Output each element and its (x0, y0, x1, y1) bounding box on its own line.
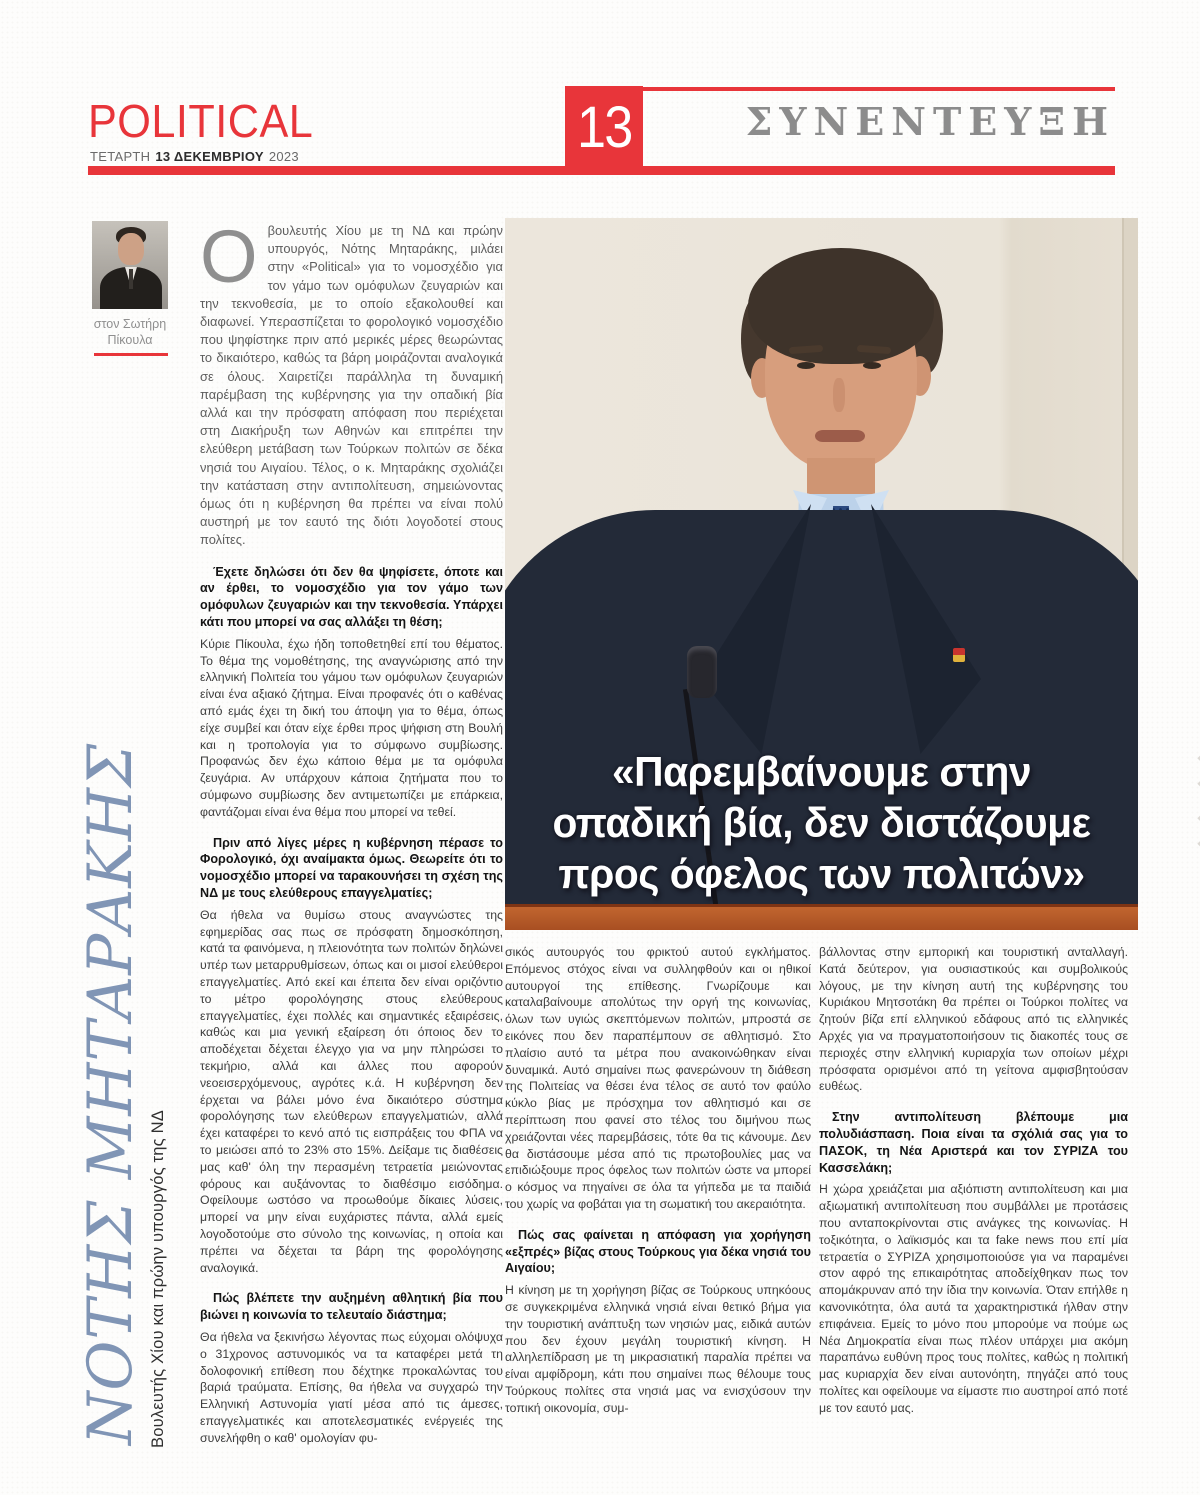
page-number: 13 (576, 94, 632, 160)
dateline-date: 13 ΔΕΚΕΜΒΡΙΟΥ (155, 149, 264, 164)
author-photo-face (118, 233, 144, 265)
interviewee-name-vertical: ΝΟΤΗΣ ΜΗΤΑΡΑΚΗΣ (75, 742, 146, 1445)
photo-eye-left (797, 362, 815, 369)
answer-3-part2: σικός αυτουργός του φρικτού αυτού εγκλήματος. Επόμενος στόχος είναι να συλληφθούν και οι ηθικοί αυτουργοί της επίθεσης. Γνωρίζουμε και καταλαβαίνουμε απολύτως την οργή της κοινωνίας, όλων των υγιώς σκεπτόμενων πολιτών, μπροστά σε εικόνες που δεν παραπέμπουν σε αθλητισμό. Στο πλαίσιο αυτό τα μέτρα που ανακοινώθηκαν είναι δυναμικά. Αυτό σημαίνει πως φανερώνουν τη διάθεση της Πολιτείας να θέσει ένα τέλος σε αυτό τον φαύλο κύκλο βίας με πρόσχημα τον αθλητισμό και σε περίπτωση που φανεί στο τέλος του διμήνου πως χρειάζονται νέες παρεμβάσεις, τότε θα τις κάνουμε. Δεν θα διστάσουμε μέσα από τις πρωτοβουλίες μας να επιδιώξουμε προς όφελος των πολιτών ώστε να μπορεί ο κόσμος να πηγαίνει σε όλα τα γήπεδα με τα παιδιά του χωρίς να φοβάται για τη σωματική του ακεραιότητα. (505, 945, 811, 1211)
question-3: Πώς βλέπετε την αυξημένη αθλητική βία που βιώνει η κοινωνία το τελευταίο διάστημα; (200, 1291, 503, 1323)
answer-4-part1: Η κίνηση με τη χορήγηση βίζας σε Τούρκους υπηκόους σε συγκεκριμένα ελληνικά νησιά είναι θετικό βήμα για την τουριστική ανάπτυξη των νησιών μας, ειδικά αυτών που δεν έχουν μεγάλη τουριστική κίνηση. Η αλληλεπίδραση με τη μικρασιατική παραλία πρέπει να είναι αμφίδρομη, κάτι που σημαίνει πως θέλουμε τους Τούρκους πολίτες στα νησιά μας να ενισχύσουν την τοπική οικονομία, συμ- (505, 1283, 811, 1415)
interview-photo (505, 218, 1138, 930)
next-page-chevron-icon[interactable] (1185, 813, 1200, 850)
answer-4-part2: βάλλοντας στην εμπορική και τουριστική ανταλλαγή. Κατά δεύτερον, για ουσιαστικούς και συμβολικούς λόγους, με την κίνηση αυτή της κυβέρνησης του Κυριάκου Μητσοτάκη θα πρέπει οι Τούρκοι πολίτες να ζητούν βίζα επί ελληνικού εδάφους από τις ελληνικές Αρχές για να πραγματοποιήσουν τις διακοπές τους σε περιοχές στην ελληνική κυριαρχία των οποίων μέχρι πρόσφατα ορισμένοι από τη γείτονα αμφισβητούσαν ευθέως. (819, 945, 1128, 1094)
dateline-day: ΤΕΤΑΡΤΗ (90, 149, 151, 164)
article-column-left (200, 222, 503, 1468)
answer-3-part1: Θα ήθελα να ξεκινήσω λέγοντας πως εύχομαι ολόψυχα ο 31χρονος αστυνομικός να τα καταφέρει μετά τη δολοφονική επίθεση που δέχτηκε προκαλώντας του βαριά τραύματα. Επίσης, θα ήθελα να συγχαρώ την Ελληνική Αστυνομία γιατί μέσα από τις άμεσες, επαγγελματικές και αποτελεσματικές ενέργειές της συνελήφθη ο καθ' ομολογίαν φυ- (200, 1329, 503, 1445)
header-rule-top (643, 87, 1115, 91)
interviewee-role-vertical: Βουλευτής Χίου και πρώην υπουργός της ΝΔ (149, 1110, 167, 1448)
next-page-chevron-icon[interactable] (1185, 753, 1200, 790)
question-4: Πώς σας φαίνεται η απόφαση για χορήγηση «εξπρές» βίζας στους Τούρκους για δέκα νησιά του Αιγαίου; (505, 1227, 811, 1276)
article-column-middle (505, 944, 811, 1466)
pull-quote-line3: προς όφελος των πολιτών» (558, 850, 1085, 897)
intro-paragraph (200, 222, 503, 550)
pull-quote-line1: «Παρεμβαίνουμε στην (611, 748, 1032, 795)
page-number-box (565, 86, 643, 168)
question-5: Στην αντιπολίτευση βλέπουμε μια πολυδιάσπαση. Ποια είναι τα σχόλιά σας για το ΠΑΣΟΚ, τη Νέα Αριστερά και τον ΣΥΡΙΖΑ του Κασσελάκη; (819, 1110, 1128, 1175)
answer-1: Κύριε Πίκουλα, έχω ήδη τοποθετηθεί επί του θέματος. Το θέμα της νομοθέτησης, της αναγνώρισης από την ελληνική Πολιτεία του γάμου των ομόφυλων ζευγαριών είναι ένα αξιακό ζήτημα. Είναι προφανές ότι ο καθένας από εμάς έχει τη δική του άποψη για το θέμα, όπως είχε συμβεί και όταν είχε έρθει προς ψήφιση στη Βουλή και η τροπολογία για το σύμφωνο συμβίωσης. Προφανώς δεν έχω κάποιο θέμα με τα ομόφυλα ζευγάρια. Αν υπάρχουν κάποια ζητήματα που το σύμφωνο συμβίωσης δεν αντιμετωπίζει με επάρκεια, φαντάζομαι είναι ένα θέμα που μπορεί να τεθεί. (200, 636, 503, 819)
photo-hair (748, 248, 934, 364)
photo-eye-right (863, 362, 881, 369)
photo-mouth (815, 430, 865, 442)
drop-cap: Ο (200, 222, 258, 298)
pull-quote-line2: οπαδική βία, δεν διστάζουμε (552, 799, 1091, 846)
byline-line2: Πίκουλα (107, 333, 153, 347)
answer-5: Η χώρα χρειάζεται μια αξιόπιστη αντιπολίτευση και μια αξιωματική αντιπολίτευση που συμβάλλει με προτάσεις που ανταποκρίνονται στις ανάγκες της κοινωνίας. Η τοξικότητα, ο λαϊκισμός και τα fake news που επί μία τετραετία ο ΣΥΡΙΖΑ χρησιμοποιούσε για να παραμένει στον αφρό της επικαιρότητας αποδείχθηκαν πως τον απομάκρυναν από την ίδια την κοινωνία. Όταν επήλθε η κανονικότητα, όλα αυτά τα χαρακτηριστικά ήλθαν στην επιφάνεια. Εμείς το μόνο που μπορούμε να πούμε ως Νέα Δημοκρατία είναι πως πλέον υπάρχει μια ακόμη παραπάνω ευθύνη προς τους πολίτες, καθώς η πολιτική μας κυριαρχία δεν είναι αυτονόητη, πηγάζει από τους πολίτες και οφείλουμε να είμαστε πιο αυστηροί από ποτέ με τον εαυτό μας. (819, 1182, 1128, 1415)
question-2: Πριν από λίγες μέρες η κυβέρνηση πέρασε το Φορολογικό, όχι αναίμακτα όμως. Θεωρείτε ότι το νομοσχέδιο μπορεί να ταρακουνήσει τη σχέση της ΝΔ με τους ελεύθερους επαγγελματίες; (200, 835, 503, 900)
masthead-brand: POLITICAL (88, 95, 314, 147)
byline (82, 316, 178, 348)
dateline-year: 2023 (268, 149, 299, 164)
byline-line1: στον Σωτήρη (93, 317, 167, 331)
byline-rule (94, 353, 168, 356)
dateline (90, 149, 299, 164)
article-column-right (819, 944, 1128, 1466)
photo-desk (505, 904, 1138, 930)
section-title: ΣΥΝΕΝΤΕΥΞΗ (745, 99, 1115, 144)
header-rule-bottom (88, 166, 1115, 175)
photo-microphone (687, 646, 717, 698)
pull-quote (532, 746, 1111, 899)
intro-text: βουλευτής Χίου με τη ΝΔ και πρώην υπουργός, Νότης Μηταράκης, μιλάει στην «Political» για το νομοσχέδιο για τον γάμο των ομόφυλων ζευγαριών και την τεκνοθεσία, με το οποίο εξακολουθεί και διαφωνεί. Υπερασπίζεται το φορολογικό νομοσχέδιο που ψηφίστηκε πριν από μερικές μέρες θεωρώντας το δικαιότερο, καθώς τα βάρη μοιράζονται αναλογικά σε όλους. Χαιρετίζει παράλληλα τη δυναμική παρέμβαση της κυβέρνησης για την οπαδική βία αλλά και την πρόσφατη απόφαση που περιέχεται στη Διακήρυξη των Αθηνών και επιτρέπει την ελεύθερη μετάβαση των Τούρκων πολιτών σε δέκα νησιά του Αιγαίου. Τέλος, ο κ. Μηταράκης σχολιάζει την κατάσταση στην αντιπολίτευση, σημειώνοντας όμως ότι η κυβέρνηση θα πρέπει να είναι πολύ αυστηρή με τον εαυτό της διότι λογοδοτεί στους πολίτες. (200, 223, 503, 548)
photo-nose (833, 378, 845, 412)
answer-2: Θα ήθελα να θυμίσω στους αναγνώστες της εφημερίδας σας πως σε πρόσφατη δημοσκόπηση, κατά τα φαινόμενα, η πλειονότητα των πολιτών δηλώνει υπέρ των μεταρρυθμίσεων, όπως και οι μισοί ελεύθεροι επαγγελματίες. Από εκεί και έπειτα δεν είναι οριζόντιο το μέτρο φορολόγησης στους ελεύθερους επαγγελματίες, έχει πολλές και σημαντικές εξαιρέσεις, καθώς και μια γενική εξαίρεση ότι όποιος δεν το αποδέχεται δέχεται έλεγχο για να μην πληρώσει το τεκμήριο, αλλά και άλλες που αφορούν νεοεισερχόμενους, αγρότες κ.ά. Η κυβέρνηση δεν έρχεται να βάλει μόνο ένα δικαιότερο σύστημα φορολόγησης των ελεύθερων επαγγελματιών, αλλά έχει καταφέρει το κενό από τις εισπράξεις του ΦΠΑ να το μειώσει από το 23% στο 15%. Δείξαμε τις διαθέσεις μας καθ' όλη την περασμένη τετραετία μειώνοντας φόρους και αυξάνοντας το διαθέσιμο εισόδημα. Οφείλουμε ωστόσο να προωθούμε δίκαιες λύσεις, μπορεί να μην είναι ευχάριστες πάντα, αλλά εμείς λογοδοτούμε στο σύνολο της κοινωνίας, η οποία και πρέπει να δέχεται τα βάρη της φορολόγησης αναλογικά. (200, 907, 503, 1275)
author-photo (92, 221, 168, 309)
photo-flag-pin (953, 648, 965, 662)
author-photo-tie (129, 269, 133, 289)
question-1: Έχετε δηλώσει ότι δεν θα ψηφίσετε, όποτε και αν έρθει, το νομοσχέδιο για τον γάμο των ομόφυλων ζευγαριών και την τεκνοθεσία. Υπάρχει κάτι που μπορεί να σας αλλάξει τη θέση; (200, 564, 503, 630)
